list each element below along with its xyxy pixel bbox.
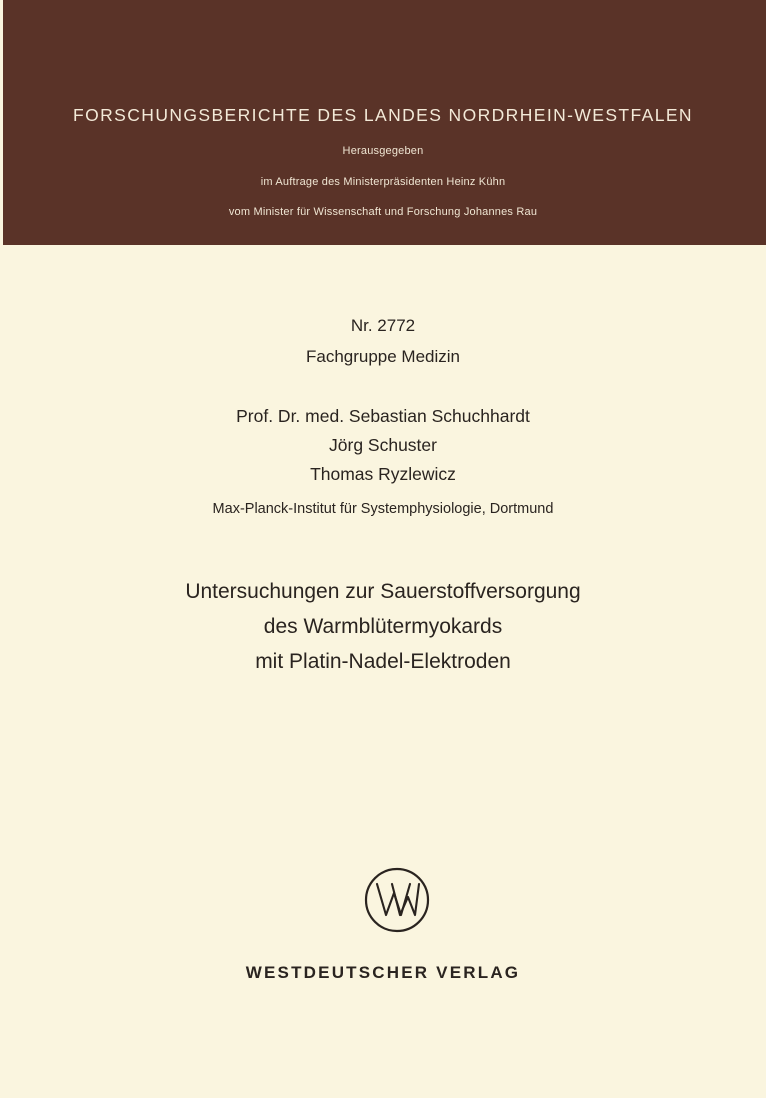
author-2: Jörg Schuster [329, 435, 437, 455]
author-1: Prof. Dr. med. Sebastian Schuchhardt [236, 406, 530, 426]
book-title-line-2: des Warmblütermyokards [263, 615, 503, 638]
westdeutscher-verlag-wv-logo-icon [363, 866, 431, 934]
report-number: Nr. 2772 [350, 316, 416, 335]
book-title-line-3: mit Platin-Nadel-Elektroden [255, 650, 511, 673]
institute: Max-Planck-Institut für Systemphysiologie, Dortmund [212, 501, 554, 517]
series-title: FORSCHUNGSBERICHTE DES LANDES NORDRHEIN-WESTFALEN [73, 105, 693, 125]
publisher-name: WESTDEUTSCHER VERLAG [245, 963, 521, 982]
author-3: Thomas Ryzlewicz [310, 464, 456, 484]
header-line-editor: Herausgegeben [342, 145, 424, 157]
subject-group: Fachgruppe Medizin [305, 347, 461, 366]
book-title-line-1: Untersuchungen zur Sauerstoffversorgung [185, 580, 581, 603]
header-line-commission: im Auftrage des Ministerpräsidenten Heinz Kühn [260, 176, 506, 188]
header-line-minister: vom Minister für Wissenschaft und Forschung Johannes Rau [228, 206, 538, 218]
